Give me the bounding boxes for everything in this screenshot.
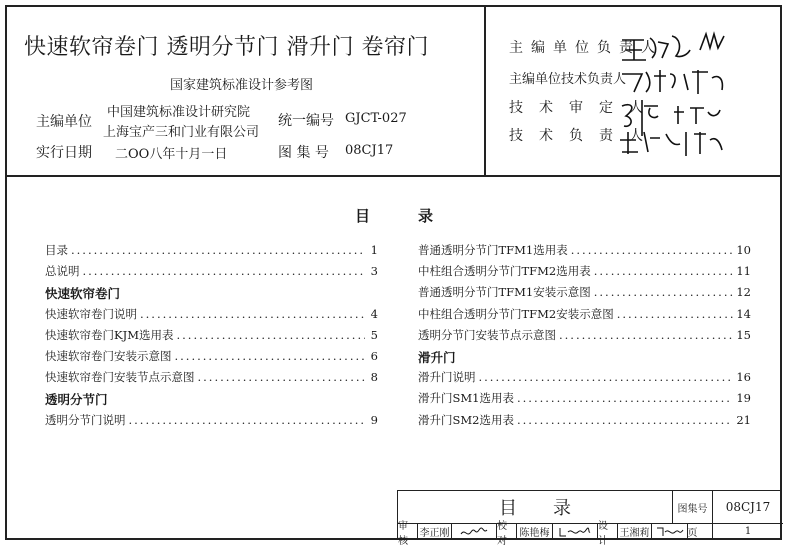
leader-dots [176,328,365,342]
toc-item[interactable] [418,242,751,263]
atlas-no: 08CJ17 [725,500,771,514]
leader-dots [594,285,734,299]
toc-item-title: 滑升门SM1选用表 [418,391,514,406]
design-label: 设计 [598,523,618,540]
approval-role: 主编单位技术负责人 [509,72,627,87]
toc-item-title: 快速软帘卷门说明 [45,306,137,321]
toc-item[interactable] [45,327,378,348]
toc-item-title: 普通透明分节门TFM1安装示意图 [418,285,591,300]
check-label: 校对 [497,523,517,540]
editor-unit-1: 中国建筑标准设计研究院 [107,105,251,120]
toc-item[interactable] [45,263,378,284]
toc-heading: 目录 [355,207,482,225]
reviewer-signature [452,523,497,540]
signatures [620,28,770,158]
toc-item-page: 15 [736,327,751,342]
leader-dots [198,370,366,384]
leader-dots [594,264,734,278]
toc-left-column [45,242,378,433]
toc-item[interactable] [418,369,751,390]
toc-right-column [418,242,751,433]
page-label: 页 [673,523,713,540]
toc-item-page: 4 [370,306,378,321]
leader-dots [479,370,734,384]
toc-item[interactable] [418,412,751,433]
toc-item-title: 快速软帘卷门安装示意图 [45,348,172,363]
editor-unit-2: 上海宝产三和门业有限公司 [103,125,260,140]
toc-section [418,348,751,369]
approval-role: 技术审定人 [509,100,659,116]
toc-item-title: 普通透明分节门TFM1选用表 [418,243,568,257]
toc-section-title: 滑升门 [418,349,456,365]
toc-item-title: 透明分节门安装节点示意图 [418,327,556,342]
toc-item-page: 11 [736,264,751,279]
leader-dots [559,328,733,342]
toc-item-title: 目录 [45,243,68,257]
reviewer-name: 李正刚 [418,523,452,540]
leader-dots [175,349,366,363]
toc-item[interactable] [45,412,378,433]
toc-item-title: 快速软帘卷门安装节点示意图 [45,370,195,385]
toc-item-page: 10 [736,243,751,257]
toc-item[interactable] [45,348,378,369]
toc-item[interactable] [418,327,751,348]
sheet-title: 目录 [398,491,673,523]
toc-section-title: 透明分节门 [45,392,108,408]
toc-item-page: 19 [736,391,751,406]
toc-item-page: 5 [370,327,378,342]
editor-label: 主编单位 [36,114,92,130]
header-vertical-divider [484,5,486,175]
toc-item[interactable] [45,306,378,327]
approval-role: 技术负责人 [509,128,659,144]
toc-item-title: 中柱组合透明分节门TFM2选用表 [418,264,591,279]
toc-item[interactable] [418,390,751,411]
review-label: 审核 [398,523,418,540]
toc-item-title: 滑升门说明 [418,370,476,385]
toc-section-title: 快速软帘卷门 [45,286,121,302]
toc-item-page: 21 [736,412,751,427]
toc-item[interactable] [418,284,751,305]
toc-item[interactable] [418,306,751,327]
designer-name: 王湘莉 [618,523,652,540]
page-number: 1 [744,526,752,537]
toc-item-page: 14 [736,306,751,321]
toc-item-page: 8 [370,370,378,385]
leader-dots [517,391,733,405]
leader-dots [71,243,365,257]
toc-item-title: 快速软帘卷门KJM选用表 [45,327,174,342]
leader-dots [129,413,366,427]
checker-name: 陈艳梅 [517,523,553,540]
date-label: 实行日期 [36,145,92,161]
header-divider [5,175,782,177]
toc-item-title: 滑升门SM2选用表 [418,412,514,427]
toc-item-page: 3 [370,264,378,279]
toc-item-page: 16 [736,370,751,385]
unified-no-label: 统一编号 [278,113,334,129]
unified-no: GJCT-027 [345,111,407,126]
leader-dots [83,264,366,278]
leader-dots [517,413,733,427]
approval-role: 主编单位负责人 [509,40,663,56]
toc-item-title: 总说明 [45,264,80,279]
toc-item-page: 9 [370,412,378,427]
toc-item[interactable] [418,263,751,284]
toc-section [45,284,378,305]
date-value: 二OO八年十月一日 [115,147,228,162]
toc-item-title: 透明分节门说明 [45,412,126,427]
title-block [397,490,782,547]
toc-section [45,390,378,411]
toc-item-page: 12 [736,285,751,300]
toc-item[interactable] [45,369,378,390]
atlas-subtitle: 国家建筑标准设计参考图 [170,78,314,93]
toc-item[interactable] [45,242,378,263]
checker-signature [553,523,598,540]
toc-item-title: 中柱组合透明分节门TFM2安装示意图 [418,306,614,321]
leader-dots [617,307,734,321]
atlas-title: 快速软帘卷门 透明分节门 滑升门 卷帘门 [24,35,429,60]
toc-item-page: 1 [370,243,378,257]
toc-item-page: 6 [370,348,378,363]
atlas-no-label: 图集号 [673,491,713,523]
leader-dots [571,243,734,257]
leader-dots [140,307,365,321]
atlas-no-label: 图 集 号 [278,145,329,161]
atlas-no: 08CJ17 [345,143,394,158]
